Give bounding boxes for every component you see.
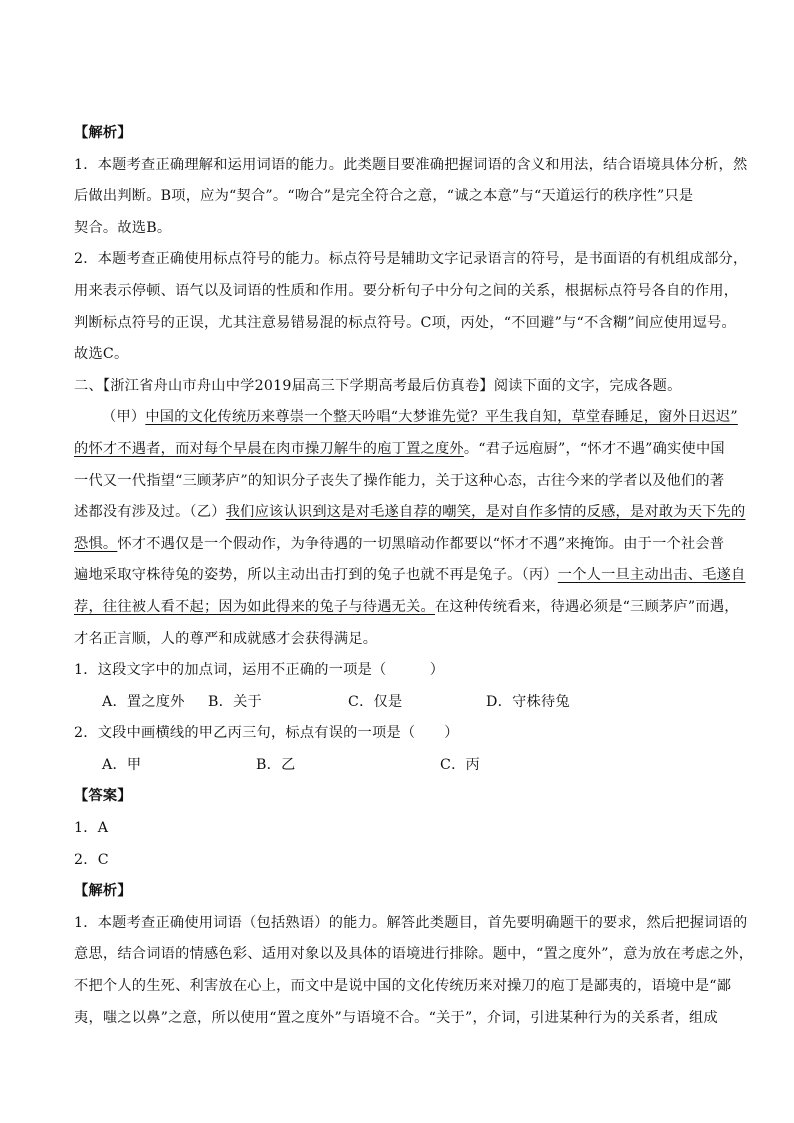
option-a: A．甲 — [102, 756, 142, 773]
passage-line: 才名正言顺，人的尊严和成就感才会获得满足。 — [74, 630, 378, 647]
answer-item: 2．C — [74, 851, 109, 868]
question-2-stem: 2．文段中画横线的甲乙丙三句，标点有误的一项是（ ） — [74, 725, 459, 742]
underlined-sentence-yi: 我们应该认识到这是对毛遂自荐的嘲笑，是对自作多情的反感，是对敢为天下先的 — [225, 504, 746, 521]
underlined-sentence-jia: 中国的文化传统历来尊崇一个整天吟唱“大梦谁先觉？平生我自知，草堂春睡足，窗外日迟迟” — [145, 409, 738, 426]
question-1-stem: 1．这段文字中的加点词，运用不正确的一项是（ ） — [74, 662, 445, 679]
passage-text: 怀才不遇仅是一个假动作，为争待遇的一切黑暗动作都要以“怀才不遇”来掩饰。由于一个社会普 — [117, 535, 725, 552]
analysis-text: 判断标点符号的正误，尤其注意易错易混的标点符号。C项，丙处，“不回避”与“不含糊”间应使用逗号。 — [74, 314, 736, 331]
option-b: B．乙 — [256, 756, 296, 773]
document-page — [74, 118, 754, 1034]
question-2-options — [74, 750, 724, 782]
answer-item: 1．A — [74, 820, 109, 837]
analysis-text: 2．本题考查正确使用标点符号的能力。标点符号是辅助文字记录语言的符号，是书面语的有机组成部分， — [74, 251, 748, 268]
analysis-heading: 【解析】 — [74, 125, 132, 141]
analysis-text: 不把个人的生死、利害放在心上，而文中是说中国的文化传统历来对操刀的庖丁是鄙夷的，语境中是“鄙 — [74, 978, 732, 995]
option-c: C．仅是 — [348, 693, 403, 710]
option-d: D．守株待兔 — [486, 693, 570, 710]
analysis-heading: 【解析】 — [74, 883, 132, 900]
question-1-options — [74, 687, 724, 719]
analysis-text: 夷，嗤之以鼻”之意，所以使用“置之度外”与语境不合。“关于”，介词，引进某种行为的关系者，组成 — [74, 1009, 718, 1026]
analysis-text: 1．本题考查正确理解和运用词语的能力。此类题目要准确把握词语的含义和用法，结合语境具体分析，然 — [74, 156, 748, 173]
question-intro: 二、【浙江省舟山市舟山中学2019届高三下学期高考最后仿真卷】阅读下面的文字，完成各题。 — [74, 377, 682, 394]
passage-text: 述都没有涉及过。（乙） — [74, 504, 226, 521]
underlined-sentence-yi: 恐惧。 — [74, 535, 118, 552]
option-c: C．丙 — [440, 756, 480, 773]
passage-line — [74, 402, 738, 434]
passage-line — [74, 560, 746, 592]
passage-line — [74, 529, 724, 561]
analysis-text: 后做出判断。B项，应为“契合”。“吻合”是完全符合之意，“诚之本意”与“天道运行的秩序性”只是 — [74, 188, 694, 205]
passage-line — [74, 497, 746, 529]
analysis-text: 1．本题考查正确使用词语（包括熟语）的能力。解答此类题目，首先要明确题干的要求，然后把握词语的 — [74, 914, 748, 931]
option-a: A．置之度外 — [102, 693, 185, 710]
passage-line: 一代又一代指望“三顾茅庐”的知识分子丧失了操作能力，关于这种心态，古往今来的学者以及他们的著 — [74, 472, 725, 489]
passage-text: 。“君子远庖厨”，“怀才不遇”确实使中国 — [463, 440, 725, 457]
analysis-text: 故选C。 — [74, 346, 129, 363]
passage-label-jia: （甲） — [102, 409, 146, 426]
underlined-sentence-bing: 一个人一旦主动出击、毛遂自 — [557, 567, 746, 584]
passage-text: 在这种传统看来，待遇必须是“三顾茅庐”而遇， — [434, 598, 739, 615]
analysis-text: 意思，结合词语的情感色彩、适用对象以及具体的语境进行排除。题中，“置之度外”，意为放在考虑之外， — [74, 946, 754, 963]
passage-line — [74, 434, 724, 466]
underlined-sentence-jia: 的怀才不遇者，而对每个早晨在肉市操刀解牛的庖丁置之度外 — [74, 440, 464, 457]
passage-text: 遍地采取守株待兔的姿势，所以主动出击打到的兔子也就不再是兔子。（丙） — [74, 567, 558, 584]
analysis-text: 用来表示停顿、语气以及词语的性质和作用。要分析句子中分句之间的关系，根据标点符号各自的作用， — [74, 282, 739, 299]
analysis-text: 契合。故选B。 — [74, 219, 172, 236]
underlined-sentence-bing: 荐，往往被人看不起；因为如此得来的兔子与待遇无关。 — [74, 598, 435, 615]
option-b: B．关于 — [208, 693, 262, 710]
answer-heading: 【答案】 — [74, 788, 132, 805]
passage-line — [74, 592, 739, 624]
